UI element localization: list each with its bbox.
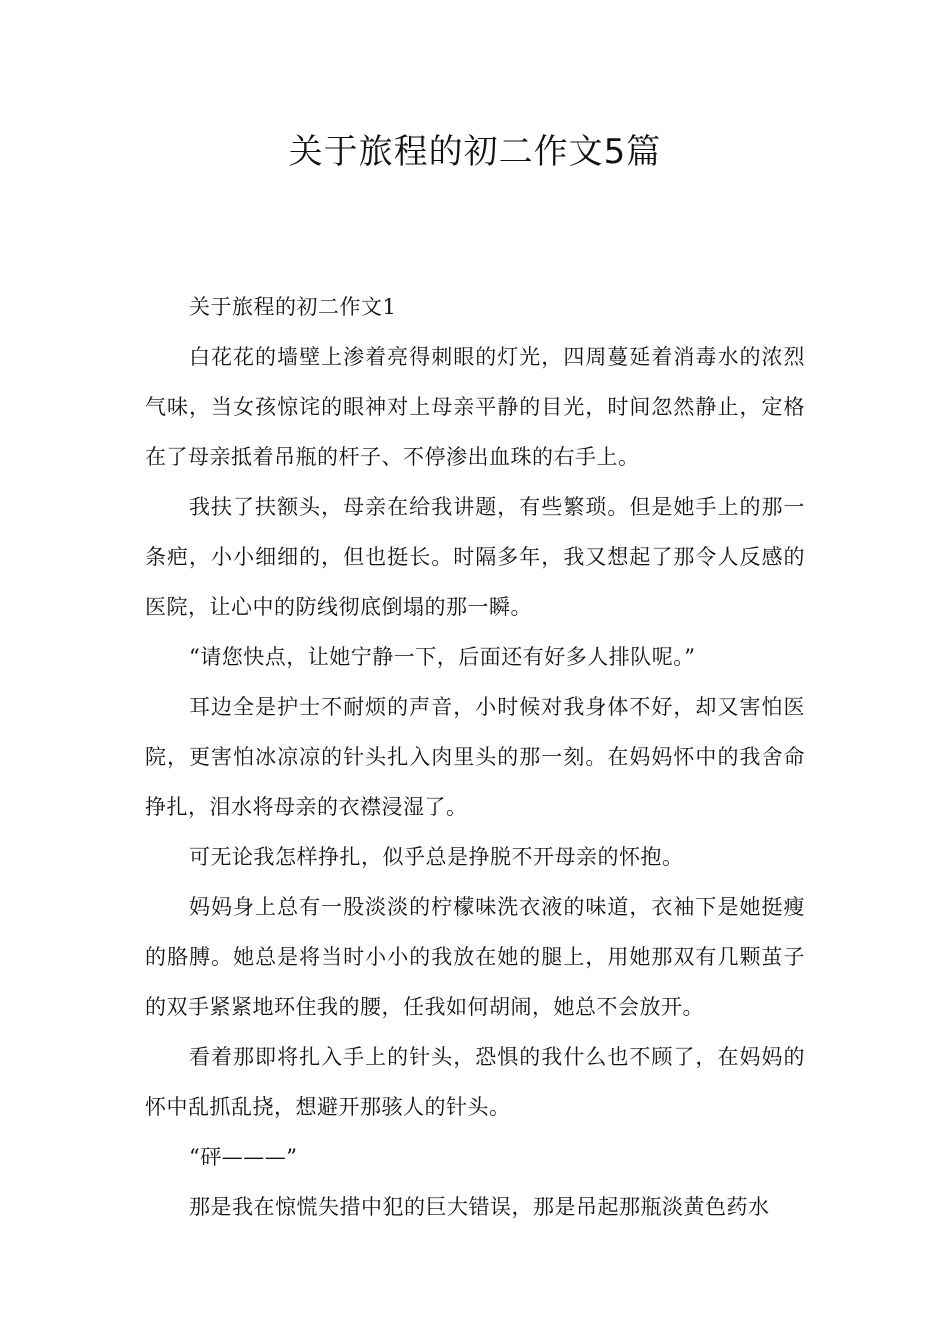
document-body: [145, 282, 805, 1232]
section-heading: 关于旅程的初二作文1: [189, 295, 397, 319]
paragraph: 耳边全是护士不耐烦的声音，小时候对我身体不好，却又害怕医院，更害怕冰凉凉的针头扎入肉里头的那一刻。在妈妈怀中的我舍命挣扎，泪水将母亲的衣襟浸湿了。: [145, 695, 805, 819]
paragraph: 妈妈身上总有一股淡淡的柠檬味洗衣液的味道，衣袖下是她挺瘦的胳膊。她总是将当时小小的我放在她的腿上，用她那双有几颗茧子的双手紧紧地环住我的腰，任我如何胡闹，她总不会放开。: [145, 895, 805, 1019]
document-title: 关于旅程的初二作文5篇: [288, 132, 662, 172]
paragraph: 我扶了扶额头，母亲在给我讲题，有些繁琐。但是她手上的那一条疤，小小细细的，但也挺长。时隔多年，我又想起了那令人反感的医院，让心中的防线彻底倒塌的那一瞬。: [145, 495, 805, 619]
paragraph: “砰———”: [189, 1145, 298, 1169]
paragraph: 白花花的墙壁上渗着亮得刺眼的灯光，四周蔓延着消毒水的浓烈气味，当女孩惊诧的眼神对上母亲平静的目光，时间忽然静止，定格在了母亲抵着吊瓶的杆子、不停渗出血珠的右手上。: [145, 345, 805, 469]
paragraph: “请您快点，让她宁静一下，后面还有好多人排队呢。”: [189, 645, 696, 669]
paragraph: 可无论我怎样挣扎，似乎总是挣脱不开母亲的怀抱。: [189, 845, 684, 869]
paragraph: 那是我在惊慌失措中犯的巨大错误，那是吊起那瓶淡黄色药水: [189, 1195, 770, 1219]
paragraph: 看着那即将扎入手上的针头，恐惧的我什么也不顾了，在妈妈的怀中乱抓乱挠，想避开那骇人的针头。: [145, 1045, 805, 1119]
